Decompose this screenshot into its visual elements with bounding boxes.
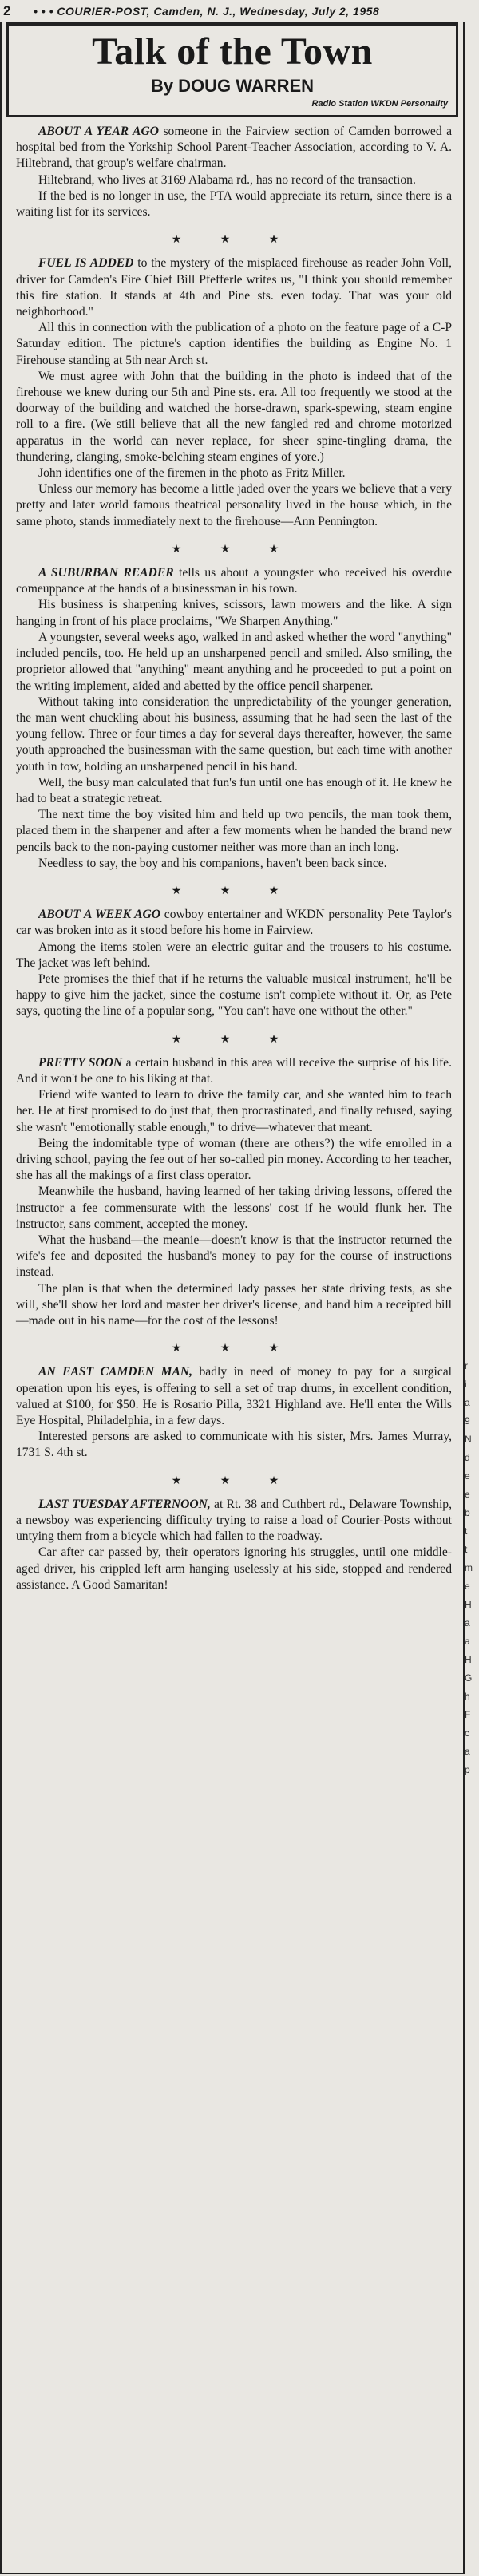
paragraph-text: Friend wife wanted to learn to drive the family car, and she wanted him to teach her. He at first promised to do just that, then procrastinated, and finally refused, saying she wasn't "emotionally stable enough," to drive—whatever that meant. <box>16 1088 452 1134</box>
news-item <box>16 565 452 872</box>
paragraph-text: tells us about a youngster who received his overdue comeuppance at the hands of a businessman in his town. <box>16 566 452 596</box>
paragraph <box>16 369 452 465</box>
paragraph-text: Hiltebrand, who lives at 3169 Alabama rd., has no record of the transaction. <box>38 172 416 187</box>
edge-letter: a <box>465 1617 470 1628</box>
lead-in: LAST TUESDAY AFTERNOON, <box>38 1497 211 1511</box>
lead-in: PRETTY SOON <box>38 1055 123 1070</box>
paragraph-text: His business is sharpening knives, scissors, lawn mowers and the like. A sign hanging in front of his place proclaims, "We Sharpen Anything." <box>16 598 452 628</box>
paragraph <box>16 1545 452 1593</box>
adjacent-column-edge-letters <box>465 1357 476 1779</box>
paragraph-text: A youngster, several weeks ago, walked in and asked whether the word "anything" included pencils, too. He held up an unsharpened pencil and smiled. Also smiling, the proprietor allowed that "anything" meant anything and he proceeded to put a point on the writing implement, aided and abetted by the office pencil sharpener. <box>16 630 452 693</box>
paragraph <box>16 1087 452 1136</box>
paragraph <box>16 597 452 629</box>
paragraph <box>16 481 452 530</box>
paragraph <box>16 1281 452 1330</box>
paragraph-text: someone in the Fairview section of Camden borrowed a hospital bed from the Yorkship School Parent-Teacher Association, according to V. A. Hiltebrand, that group's welfare chairman. <box>16 125 452 171</box>
paragraph <box>16 907 452 939</box>
edge-letter: d <box>465 1452 470 1463</box>
paragraph <box>16 856 452 872</box>
news-item <box>16 1055 452 1329</box>
paragraph <box>16 775 452 807</box>
item-separator: ★ ★ ★ <box>171 233 297 247</box>
paragraph-text: Interested persons are asked to communicate with his sister, Mrs. James Murray, 1731 S. 4th st. <box>16 1430 452 1460</box>
lead-in: AN EAST CAMDEN MAN, <box>38 1365 193 1379</box>
edge-letter: H <box>465 1599 472 1610</box>
column-title: Talk of the Town <box>92 30 373 73</box>
edge-letter: a <box>465 1636 470 1647</box>
edge-letter: i <box>465 1379 467 1390</box>
paragraph-text: We must agree with John that the building in the photo is indeed that of the firehouse we knew during our 5th and Pine sts. era. All too frequently we stood at the doorway of the building and watched the horse-drawn, spark-spewing, steam engine roll to a fire. (We still believe that all the new fangled red and chrome motorized apparatus in the world can never replace, for sheer spine-tingling drama, the thundering, clanging, smoke-belching steam engines of yore.) <box>16 369 452 464</box>
paragraph <box>16 971 452 1020</box>
paragraph-text: Car after car passed by, their operators ignoring his struggles, until one middle-aged driver, his crippled left arm hanging uselessly at his side, stopped and rendered assistance. A Good Samaritan! <box>16 1545 452 1592</box>
lead-in: ABOUT A WEEK AGO <box>38 908 161 922</box>
item-separator: ★ ★ ★ <box>171 1032 297 1046</box>
column-masthead <box>6 22 458 117</box>
edge-letter: 9 <box>465 1415 470 1426</box>
news-item <box>16 1364 452 1461</box>
paragraph-text: What the husband—the meanie—doesn't know is that the instructor returned the wife's fee and deposited the husband's money to pay for the course of instructions instead. <box>16 1233 452 1280</box>
paragraph-text: Unless our memory has become a little jaded over the years we believe that a very pretty and later world famous theatrical personality lived in the house which, in the same photo, stands immediately next to the firehouse—Ann Pennington. <box>16 482 452 528</box>
lead-in: ABOUT A YEAR AGO <box>38 125 159 138</box>
item-separator: ★ ★ ★ <box>171 1342 297 1355</box>
edge-letter: h <box>465 1691 470 1702</box>
folio-line <box>0 2 479 22</box>
paragraph <box>16 940 452 971</box>
paragraph-text: Among the items stolen were an electric guitar and the trousers to his costume. The jacket was left behind. <box>16 940 452 970</box>
edge-letter: p <box>465 1764 470 1775</box>
paragraph <box>16 1233 452 1281</box>
paragraph-text: The plan is that when the determined lady passes her state driving tests, as she will, she'll show her lord and master her driver's license, and hand him a receipted bill—made out in his name—for the cost of the lessons! <box>16 1281 452 1328</box>
news-item <box>16 255 452 529</box>
paragraph-text: badly in need of money to pay for a surgical operation upon his eyes, is offering to sell a set of trap drums, in excellent condition, valued at $100, for $50. He is Rosario Pilla, 3321 Highland ave. He'll enter the Wills Eye Hospital, Philadelphia, in a few days. <box>16 1365 452 1428</box>
paragraph <box>16 188 452 220</box>
edge-letter: t <box>465 1525 468 1537</box>
paragraph-text: a certain husband in this area will receive the surprise of his life. And it won't be one to his liking at that. <box>16 1055 452 1086</box>
paragraph <box>16 1497 452 1545</box>
paragraph <box>16 320 452 369</box>
byline: By DOUG WARREN <box>150 76 315 96</box>
paragraph <box>16 1364 452 1429</box>
lead-in: FUEL IS ADDED <box>38 256 134 271</box>
lead-in: A SUBURBAN READER <box>38 566 174 580</box>
news-item <box>16 1497 452 1593</box>
item-separator: ★ ★ ★ <box>171 1474 297 1487</box>
edge-letter: H <box>465 1654 472 1665</box>
paragraph <box>16 1136 452 1185</box>
paragraph-text: John identifies one of the firemen in the photo as Fritz Miller. <box>38 466 346 481</box>
edge-letter: e <box>465 1489 470 1500</box>
edge-letter: m <box>465 1562 473 1573</box>
paragraph <box>16 1055 452 1087</box>
paragraph-text: cowboy entertainer and WKDN personality Pete Taylor's car was broken into as it stood before his home in Fairview. <box>16 908 453 938</box>
news-item <box>16 124 452 220</box>
paragraph-text: The next time the boy visited him and held up two pencils, the man took them, placed them in the sharpener and after a few moments when he handed the brand new pencils back to the non-paying customer neither was more than an inch long. <box>16 808 452 854</box>
paragraph <box>16 465 452 481</box>
folio-dateline: • • • COURIER-POST, Camden, N. J., Wednesday, July 2, 1958 <box>34 5 380 18</box>
edge-letter: a <box>465 1746 470 1757</box>
paragraph-text: to the mystery of the misplaced firehouse as reader John Voll, driver for Camden's Fire Chief Bill Pfefferle writes us, "I think you should remember this fire station. It stands at 4th and Pine sts. even today. That was your old neighborhood." <box>16 256 452 319</box>
paragraph-text: If the bed is no longer in use, the PTA would appreciate its return, since there is a waiting list for its services. <box>16 188 452 220</box>
paragraph-text: All this in connection with the publication of a photo on the feature page of a C-P Saturday edition. The picture's caption identifies the building as Engine No. 1 Firehouse standing at 5th near Arch st. <box>16 321 452 367</box>
paragraph-text: at Rt. 38 and Cuthbert rd., Delaware Township, a newsboy was experiencing difficulty trying to raise a load of Courier-Posts without untying them from a bicycle which had fallen to the roadway. <box>16 1497 452 1544</box>
edge-letter: c <box>465 1727 469 1739</box>
paragraph <box>16 255 452 320</box>
paragraph <box>16 172 452 188</box>
item-separator: ★ ★ ★ <box>171 884 297 897</box>
paragraph <box>16 807 452 856</box>
news-item <box>16 907 452 1019</box>
column-body <box>2 117 463 1593</box>
paragraph-text: Meanwhile the husband, having learned of her taking driving lessons, offered the instructor a fee commensurate with the lessons' cost if he would flunk her. The instructor, sans comment, accepted the money. <box>16 1185 452 1231</box>
edge-letter: b <box>465 1507 470 1518</box>
edge-letter: e <box>465 1581 470 1592</box>
edge-letter: F <box>465 1709 471 1720</box>
paragraph <box>16 1429 452 1461</box>
paragraph-text: Without taking into consideration the unpredictability of the younger generation, the man went chuckling about his business, assuming that he had seen the last of the young fellow. Three or four times a day for several days thereafter, however, the same youth approached the businessman with the same question, but each time with another youth in tow, holding an unsharpened pencil in his hand. <box>16 694 452 774</box>
paragraph-text: Well, the busy man calculated that fun's fun until one has enough of it. He knew he had to beat a strategic retreat. <box>16 775 452 805</box>
paragraph-text: Pete promises the thief that if he returns the valuable musical instrument, he'll be happy to give him the jacket, since the costume isn't complete without it. Or, as Pete says, quoting the line of a popular song, "You can't have one without the other." <box>16 971 452 1019</box>
edge-letter: r <box>465 1360 468 1371</box>
page-number: 2 <box>3 3 11 18</box>
author-affiliation: Radio Station WKDN Personality <box>311 99 448 109</box>
paragraph <box>16 565 452 597</box>
edge-letter: t <box>465 1544 468 1555</box>
paragraph <box>16 1184 452 1233</box>
paragraph-text: Being the indomitable type of woman (there are others?) the wife enrolled in a driving school, paying the fee out of her so-called pin money. According to her teacher, she has all the makings of a first class operator. <box>16 1136 452 1183</box>
paragraph-text: Needless to say, the boy and his companions, haven't been back since. <box>38 856 387 870</box>
column <box>0 22 465 2574</box>
paragraph <box>16 630 452 694</box>
paragraph <box>16 124 452 172</box>
paragraph <box>16 694 452 775</box>
item-separator: ★ ★ ★ <box>171 542 297 556</box>
edge-letter: N <box>465 1434 472 1445</box>
edge-letter: a <box>465 1397 470 1408</box>
edge-letter: G <box>465 1672 473 1684</box>
edge-letter: e <box>465 1470 470 1482</box>
